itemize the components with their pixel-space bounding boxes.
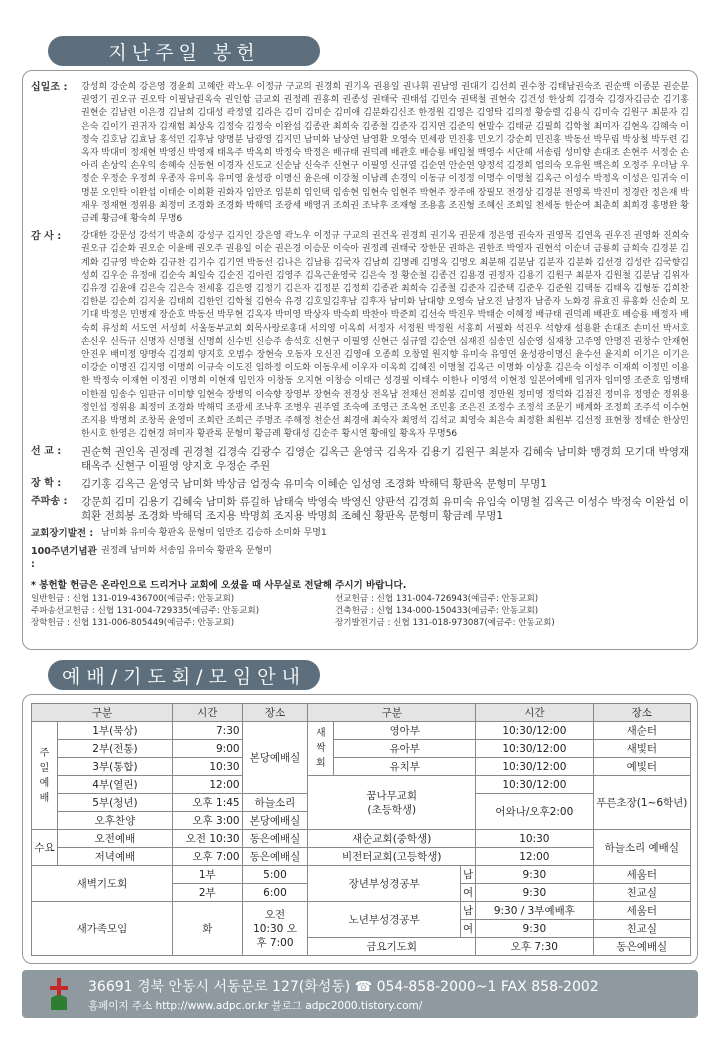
dept-time: 10:30/12:00 — [476, 758, 593, 776]
dawn-time: 6:00 — [242, 884, 308, 902]
offering-names: 강문희 김미 김용기 김혜숙 남미화 류길하 남태숙 박영숙 박영신 양판석 김경희 유미숙 유임숙 이명철 김옥근 이성수 박정숙 이완섭 이희환 전희봉 조경화 박해덕 조지용 박명희 조지용 박명희 조혜신 황판옥 문형미 황금례 무명1 — [81, 496, 689, 523]
offering-label: 교회장기발전 : — [31, 528, 94, 540]
table-header-row — [32, 704, 691, 722]
dept-time: 10:30 — [476, 830, 593, 848]
bible-study-adult-label: 장년부성경공부 — [308, 866, 461, 902]
table-row — [32, 830, 691, 848]
account-mission: 선교헌금 : 신협 131-004-726943(예금주: 안동교회) — [335, 594, 539, 605]
account-missionary: 주파송선교헌금 : 신협 131-004-729335(예금주: 안동교회) — [31, 606, 260, 617]
service-place: 동은예배실 — [242, 848, 308, 866]
dept-place: 새순터 — [593, 722, 690, 740]
service-name: 오후찬양 — [57, 812, 172, 830]
gender-label: 남 — [460, 902, 475, 920]
new-family-label: 새가족모임 — [32, 902, 173, 956]
church-logo-icon — [48, 978, 70, 1010]
account-building: 건축헌금 : 신협 134-000-150433(예금주: 안동교회) — [335, 606, 539, 617]
table-row — [32, 758, 691, 776]
dawn-part: 2부 — [172, 884, 242, 902]
account-longterm: 장기발전기금 : 신협 131-018-973087(예금주: 안동교회) — [335, 618, 555, 629]
offering-names: 김기홍 김옥근 윤영국 남미화 박상금 엄정숙 유미숙 이혜순 임성영 조경화 박해덕 황판옥 문형미 무명1 — [81, 478, 547, 491]
gender-label: 여 — [460, 884, 475, 902]
offering-label: 장 학 : — [31, 478, 62, 490]
service-time: 오후 7:00 — [172, 848, 242, 866]
study-time: 9:30 — [476, 920, 593, 938]
study-place: 친교실 — [593, 920, 690, 938]
dept-time: 12:00 — [476, 848, 593, 866]
offering-names: 권정례 남미화 서송임 유미숙 황판옥 문형미 — [101, 545, 272, 556]
kkum-label — [308, 776, 476, 830]
service-place: 본당예배실 — [242, 722, 308, 794]
dept-time: 어와나/오후2:00 — [476, 794, 593, 830]
notice-heading: * 봉헌할 헌금은 온라인으로 드리거나 교회에 오셨을 때 사무실로 전달해 주시기 바랍니다. — [31, 580, 407, 592]
service-time: 7:30 — [172, 722, 242, 740]
offering-label: 100주년기념관 : — [31, 545, 97, 570]
dept-time: 10:30/12:00 — [476, 722, 593, 740]
fp-cell-hidden: 세움터 — [251, 891, 254, 892]
service-name: 저녁예배 — [57, 848, 172, 866]
dawn-time: 5:00 — [242, 866, 308, 884]
church-address: 36691 경북 안동시 서동문로 127(화성동) ☎ 054-858-2000~1 FAX 858-2002 — [88, 979, 599, 995]
dept-time: 10:30/12:00 — [476, 740, 593, 758]
study-place: 세움터 — [593, 866, 690, 884]
sunday-worship-label: 주일예배 — [32, 722, 58, 830]
study-place: 친교실 — [593, 884, 690, 902]
dept-name: 새순교회(중학생) — [308, 830, 476, 848]
service-place: 동은예배실 — [242, 830, 308, 848]
sesak-label: 새싹회 — [308, 722, 334, 776]
service-name: 3부(통합) — [57, 758, 172, 776]
service-time: 오전 10:30 — [172, 830, 242, 848]
table-row — [32, 866, 691, 884]
wednesday-label: 수요 — [32, 830, 58, 866]
dept-name: 유아부 — [334, 740, 476, 758]
offering-row-tithe — [31, 81, 689, 226]
dept-name: 비전터교회(고등학생) — [308, 848, 476, 866]
dept-place: 예빛터 — [593, 758, 690, 776]
study-time: 9:30 — [476, 884, 593, 902]
offering-notice — [31, 577, 689, 629]
header-time: 시간 — [172, 704, 242, 722]
header-category: 구분 — [32, 704, 173, 722]
service-time: 9:00 — [172, 740, 242, 758]
header-category-2: 구분 — [308, 704, 476, 722]
offering-row-longterm — [31, 527, 689, 540]
service-time: 12:00 — [172, 776, 242, 794]
study-time-value: 9:30 — [493, 905, 518, 917]
offering-label: 십일조 : — [31, 82, 68, 93]
service-name: 5부(청년) — [57, 794, 172, 812]
table-row — [32, 902, 691, 920]
dept-name: 유치부 — [334, 758, 476, 776]
bible-study-senior-label: 노년부성경공부 — [308, 902, 461, 938]
account-general: 일반헌금 : 신협 131-019-436700(예금주: 안동교회) — [31, 594, 235, 605]
offering-row-thanks — [31, 230, 689, 441]
dept-time: 10:30/12:00 — [476, 776, 593, 794]
gender-label: 남 — [460, 866, 475, 884]
service-name: 4부(열린) — [57, 776, 172, 794]
table-row — [32, 740, 691, 758]
table-row — [32, 722, 691, 740]
dawn-part: 1부 — [172, 866, 242, 884]
dept-place: 하늘소리 예배실 — [593, 830, 690, 866]
kkum-name: 꿈나무교회 — [366, 789, 418, 802]
offering-names: 권순혁 권인옥 권정례 권경철 김경숙 김광수 김영순 김옥근 윤영국 김옥자 김용기 김원구 최분자 김혜숙 남미화 맹경희 모기대 박영재 태옥주 신현구 이필영 양지호 우정순 주원 — [81, 446, 689, 473]
dept-name: 영아부 — [334, 722, 476, 740]
offering-label: 주파송 : — [31, 496, 68, 508]
footer — [22, 970, 698, 1018]
new-family-time: 오전 10:30 오후 7:00 — [242, 902, 308, 956]
offering-row-missionary — [31, 495, 689, 523]
offering-label: 선 교 : — [31, 446, 62, 458]
friday-prayer-place: 동은예배실 — [593, 938, 690, 956]
service-time: 오후 1:45 — [172, 794, 242, 812]
offering-box — [22, 70, 698, 650]
table-row — [32, 776, 691, 794]
offering-names: 남미화 유미숙 황판옥 문형미 임만조 김승하 소미화 무명1 — [101, 528, 327, 539]
study-time: 9:30 — [476, 866, 593, 884]
friday-prayer-label: 금요기도회 — [308, 938, 476, 956]
header-place: 장소 — [242, 704, 308, 722]
schedule-table — [31, 703, 691, 974]
offering-list — [31, 81, 689, 571]
offering-names: 강대한 강문성 강석기 박춘희 강성구 김지인 강은영 곽노우 이정규 구교의 권건옥 권경희 권기옥 권문재 정은영 권숙자 권영목 김연옥 권우진 권영화 진희숙 권오규 김순화 권오순 이윤배 권오주 권용일 이순 권은경 이승문 이숙아 권정례 권태국 장한문 권하은 권한조 박영자 권현석 이순녀 금룡희 금희숙 김경분 김계화 김규영 박순화 김규찬 김기수 김기연 박동선 김나은 김남룡 김국자 김남희 김명례 김명옥 김명오 최분해 김분남 김분자 김분화 김선경 김성란 김국향김성희 김우순 유정애 김순숙 최일숙 김순진 김아린 김영주 김옥근윤영국 김은숙 정 황순철 김종건 김용경 권정자 김용기 김원구 최분자 김원철 김분남 김위자 김유경 김윤애 김은숙 김은숙 전세홍 김은영 김정기 김은자 김정분 김정희 김종관 최희숙 김종철 김준자 김준택 김준우 김준원 김택동 김태옥 김형동 김희찬 김한분 김순희 김지윤 김태희 김한인 김학철 김현숙 유경 김호일김후남 김후자 남미화 남대향 오영숙 남오진 남정자 남종자 노화경 류효진 류홍화 신순희 모기대 박정은 민병재 장순호 박동선 박무현 김옥자 박미영 박상자 박숙희 박찬아 박준희 김선숙 박진우 박태순 이혜정 배규태 권덕례 배관호 배승룡 배정자 배숙희 류성희 서도연 서성희 서울동부교회 회목사랑로홍대 서의영 이옥희 서정자 서정원 박정원 서홍희 서필화 석진우 석향재 설용환 손대조 손미선 박서호 손신우 신득규 신명자 신명철 신명희 신수빈 신승주 송석호 신현구 이필영 신현근 심규열 김순연 심재진 심송민 심순영 심재창 고주영 안명진 권창수 안재현 안진우 배미정 양명숙 김경희 양지호 오범수 장현숙 오동자 오신진 김영애 오종희 오창열 원지향 유미숙 유영연 윤성광이명신 윤수선 윤지희 이기은 이기은 이강순 이명진 김지영 이명희 이규숙 이도진 임하정 이도화 이동우세 이우자 이옥희 김혜진 이명철 김옥근 이명화 이상훈 김은숙 이성주 이재희 이정민 이용한 박정숙 이재현 이정권 이명희 이현재 임인자 이창동 오지현 이창승 이태근 성경필 이태수 이한나 이영석 이현정 일본어예배 임귀자 임미영 조준호 임병태 이한점 임송수 임판규 이미향 임현숙 장병익 이숙향 장영부 장현숙 전경상 전옥남 전채선 전희봉 김미영 정만원 정미영 정덕화 김점진 정미유 정영순 정위용 정인섭 정위용 최정미 조경화 박해덕 조광세 조낙후 조병우 권주열 조숙예 조영근 조옥현 조민홍 조은진 조정수 조정석 조문기 배계화 조정희 조주석 이수현 조지용 박명희 조창목 윤영미 조희란 조희근 주명조 주해정 천순선 최경애 최숙자 최영석 김석교 최영숙 최은숙 최정환 최원부 김선정 표현창 정태순 한상민 한시호 한영은 김현경 허미자 황관록 문형미 황금례 황대성 김순주 황시연 황애일 황옥자 무명56 — [81, 231, 689, 440]
offering-row-scholarship — [31, 477, 689, 491]
account-scholarship: 장학헌금 : 신협 131-006-805449(예금주: 안동교회) — [31, 618, 235, 629]
header-time-2: 시간 — [476, 704, 593, 722]
offering-row-mission — [31, 445, 689, 473]
gender-label: 여 — [460, 920, 475, 938]
offering-row-centennial — [31, 545, 689, 571]
service-name: 1부(묵상) — [57, 722, 172, 740]
service-place: 하늘소리 — [242, 794, 308, 812]
study-time-note: 3부예배후 — [527, 905, 575, 917]
dawn-prayer-label: 새벽기도회 — [32, 866, 173, 902]
kkum-sub: (초등학생) — [367, 803, 417, 816]
church-website: 홈페이지 주소 http://www.adpc.or.kr 블로그 adpc2000.tistory.com/ — [88, 1000, 423, 1012]
study-time: 9:30 / 3부예배후 — [476, 902, 593, 920]
service-time: 10:30 — [172, 758, 242, 776]
study-place: 세움터 — [593, 902, 690, 920]
service-name: 오전예배 — [57, 830, 172, 848]
offering-names: 강성희 강순희 강은영 경윤희 고혜란 곽노우 이정규 구교의 권경희 권기옥 권용일 권나휘 권남영 권대기 김선희 권수창 김태남권숙조 권순백 이종분 권순분 권영기 권오규 권오탁 이필남권옥숙 권인함 금교회 권정례 권홍희 권종성 권태국 권태섭 김민숙 권택철 권현숙 김건성 한상희 김경숙 김경자김금순 김기홍 권현순 김남련 이은경 김남희 김대성 곽정열 김라은 김미 김미순 김미애 김분화김신조 한경원 김영은 김영탁 김의정 황숭렬 김용식 김미숙 김원구 최분자 김은숙 김이기 권귀자 김재험 최상옥 김정숙 김정숙 이완섭 김종관 최희숙 김종철 김준자 김지연 김준익 현말수 김태균 김필희 김학철 최미자 김현옥 김혜숙 이정숙 김호남 김효남 홍석민 김후남 양명분 남광영 김지민 남미화 남상연 남영환 오영숙 민세광 민진홍 민오기 강순희 민진홍 박동선 박무림 박상철 박두련 김옥자 박대미 정재현 박영신 박영재 태옥주 박옥희 박정숙 박정은 배규태 권덕례 배관호 배승룡 배임철 백영수 서단혜 서송림 성미향 손대조 손현주 서정순 손아리 손상익 손우익 송혜숙 신동현 이경자 신도교 신순남 신숙주 신현구 이필영 신규열 김순연 안순연 양정석 김경희 엄의숙 오유원 백은희 오정주 우더남 우정순 우정순 우정희 우종자 유미옥 유미영 윤성광 이명신 윤은애 이강철 이남례 손경익 이동규 이정정 이명수 이명철 김옥근 이성수 박정옥 이성은 임귀숙 이명분 오인탁 이완섭 이태순 이희환 권화자 임만조 임분희 임인택 임송현 임현숙 임현주 박현주 장주애 장필모 전경상 김경분 전영록 박진미 정경란 정은재 박재우 정재현 정위용 최정미 조경화 조경화 박해덕 조광세 배영귀 조희권 조낙후 조재형 조용흠 조진형 조혜신 조희일 천세동 한순여 최춘희 최희경 홍명완 황금례 황금애 황숙희 무명6 — [81, 82, 689, 225]
dept-place: 새빛터 — [593, 740, 690, 758]
offering-section-title: 지난주일 봉헌 — [48, 36, 320, 66]
service-name: 2부(전통) — [57, 740, 172, 758]
dept-place: 푸른초장(1~6학년) — [593, 776, 690, 830]
schedule-box — [22, 694, 698, 964]
service-time: 오후 3:00 — [172, 812, 242, 830]
service-place: 본당예배실 — [242, 812, 308, 830]
account-list — [31, 593, 689, 629]
schedule-section-title: 예배/기도회/모임안내 — [48, 660, 320, 690]
new-family-day: 화 — [172, 902, 242, 956]
friday-prayer-time: 오후 7:30 — [476, 938, 593, 956]
table-row — [32, 848, 691, 866]
offering-label: 감 사 : — [31, 231, 62, 243]
header-place-2: 장소 — [593, 704, 690, 722]
